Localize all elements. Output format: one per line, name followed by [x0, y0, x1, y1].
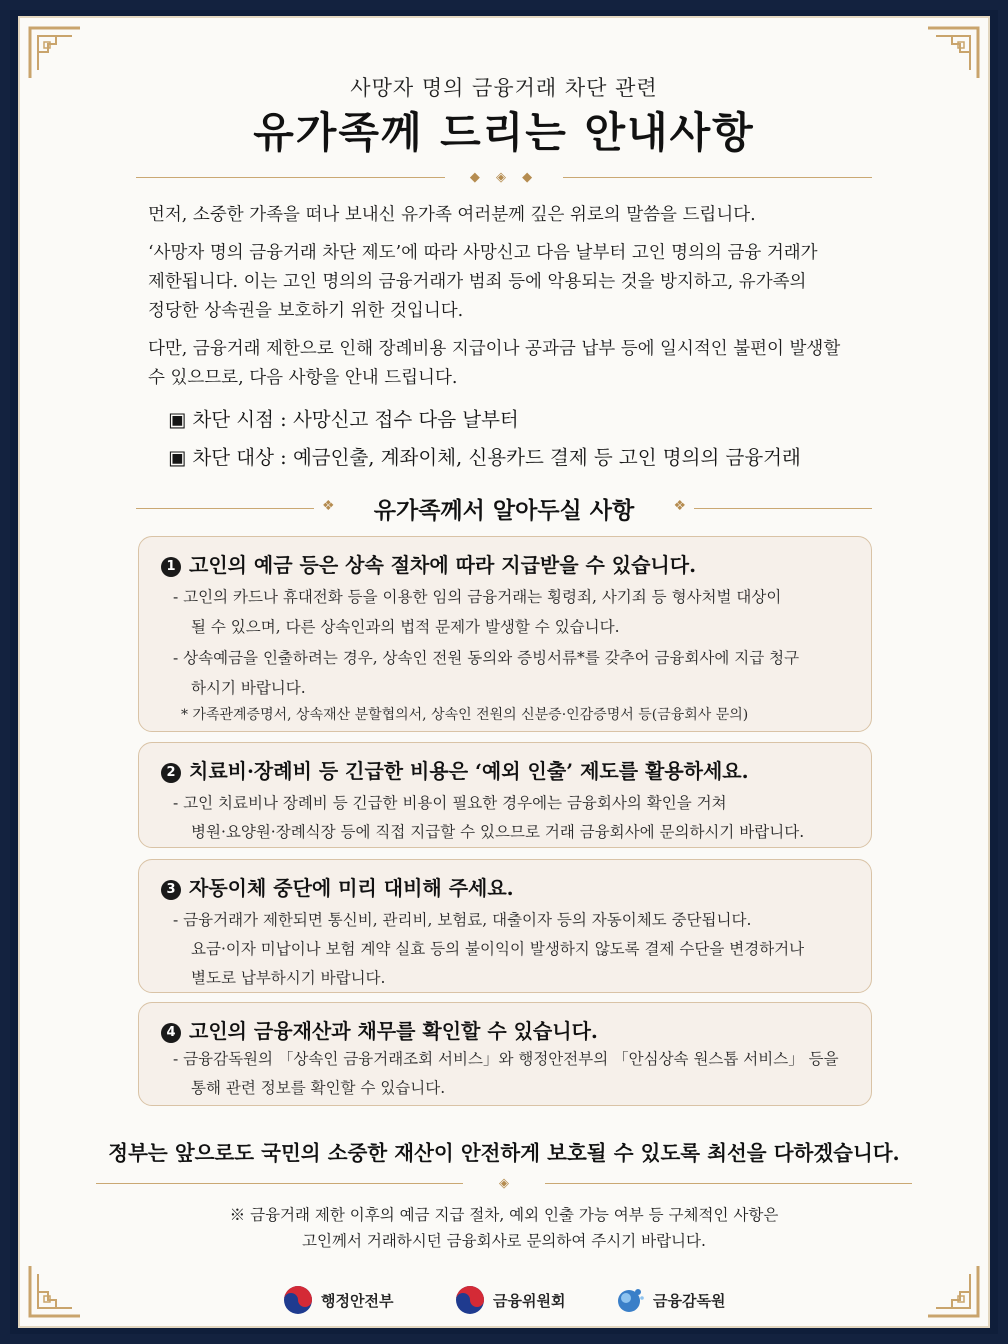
bullet-text: 차단 시점 : 사망신고 접수 다음 날부터: [192, 408, 519, 431]
logo-label: 금융위원회: [493, 1291, 566, 1310]
card-footnote: * 가족관계증명서, 상속재산 분할협의서, 상속인 전원의 신분증·인감증명서 등(금융회사 문의): [181, 707, 749, 723]
logo-mois: [282, 1284, 393, 1316]
number-badge: 1: [161, 557, 181, 577]
card-heading-text: 고인의 예금 등은 상속 절차에 따라 지급받을 수 있습니다.: [189, 553, 697, 577]
logo-label: 금융감독원: [653, 1291, 726, 1310]
card-line: - 금융거래가 제한되면 통신비, 관리비, 보험료, 대출이자 등의 자동이체도 중단됩니다.: [173, 911, 752, 929]
footer-divider: [96, 1176, 912, 1192]
number-badge: 3: [161, 880, 181, 900]
divider-line: [545, 1183, 912, 1184]
diamond-ornament-icon: ❖: [322, 498, 335, 514]
notice-subtitle: 사망자 명의 금융거래 차단 관련: [350, 76, 658, 100]
info-card-3: [138, 859, 872, 993]
divider-line: [96, 1183, 463, 1184]
intro-paragraph-3-line-2: 수 있으므로, 다음 사항을 안내 드립니다.: [148, 368, 458, 388]
footnote-line-2: 고인께서 거래하시던 금융회사로 문의하여 주시기 바랍니다.: [302, 1232, 706, 1250]
card-line: - 상속예금을 인출하려는 경우, 상속인 전원 동의와 증빙서류*를 갖추어 금융회사에 지급 청구: [173, 649, 800, 667]
square-bullet-icon: ▣: [168, 408, 187, 431]
square-bullet-icon: ▣: [168, 446, 187, 469]
info-card-1: [138, 536, 872, 732]
card-heading: [161, 755, 749, 784]
bullet-block-time: [168, 404, 519, 432]
title-divider: [136, 170, 872, 186]
bullet-text: 차단 대상 : 예금인출, 계좌이체, 신용카드 결제 등 고인 명의의 금융거래: [192, 446, 801, 469]
card-line: - 고인 치료비나 장례비 등 긴급한 비용이 필요한 경우에는 금융회사의 확인을 거쳐: [173, 794, 727, 812]
divider-line: [694, 508, 872, 509]
intro-paragraph-3-line-1: 다만, 금융거래 제한으로 인해 장례비용 지급이나 공과금 납부 등에 일시적인 불편이 발생할: [148, 339, 841, 359]
number-badge: 4: [161, 1023, 181, 1043]
logo-label: 행정안전부: [321, 1291, 394, 1310]
logo-fsc: [454, 1284, 565, 1316]
divider-line: [563, 177, 872, 178]
card-heading: [161, 872, 514, 901]
divider-line: [136, 177, 445, 178]
footnote: [0, 1202, 1008, 1254]
card-heading: [161, 1015, 598, 1044]
info-card-4: [138, 1002, 872, 1106]
footnote-line-1: ※ 금융거래 제한 이후의 예금 지급 절차, 예외 인출 가능 여부 등 구체적인 사항은: [229, 1206, 779, 1224]
ornament-icon: ◆ ◈ ◆: [469, 170, 539, 185]
card-line: 병원·요양원·장례식장 등에 직접 지급할 수 있으므로 거래 금융회사에 문의하시기 바랍니다.: [191, 823, 805, 841]
taegeuk-icon: [454, 1284, 486, 1316]
section-title: 유가족께서 알아두실 사항: [373, 497, 635, 524]
card-line: 별도로 납부하시기 바랍니다.: [191, 969, 386, 987]
number-badge: 2: [161, 763, 181, 783]
intro-paragraph-2-line-2: 제한됩니다. 이는 고인 명의의 금융거래가 범죄 등에 악용되는 것을 방지하고, 유가족의: [148, 272, 807, 292]
info-card-2: [138, 742, 872, 848]
agency-logos: [0, 1284, 1008, 1320]
card-line: - 금융감독원의 「상속인 금융거래조회 서비스」와 행정안전부의 「안심상속 원스톱 서비스」 등을: [173, 1050, 839, 1068]
closing-statement: 정부는 앞으로도 국민의 소중한 재산이 안전하게 보호될 수 있도록 최선을 다하겠습니다.: [108, 1141, 900, 1165]
card-line: 요금·이자 미납이나 보험 계약 실효 등의 불이익이 발생하지 않도록 결제 수단을 변경하거나: [191, 940, 805, 958]
card-heading-text: 자동이체 중단에 미리 대비해 주세요.: [189, 876, 514, 900]
card-line: 하시기 바랍니다.: [191, 679, 306, 697]
card-line: - 고인의 카드나 휴대전화 등을 이용한 임의 금융거래는 횡령죄, 사기죄 등 형사처벌 대상이: [173, 588, 782, 606]
diamond-ornament-icon: ❖: [673, 498, 686, 514]
section-header: [136, 492, 872, 522]
ornament-icon: ◈: [499, 1176, 509, 1191]
taegeuk-icon: [282, 1284, 314, 1316]
card-heading: [161, 549, 696, 578]
fss-globe-icon: [614, 1284, 646, 1316]
card-line: 통해 관련 정보를 확인할 수 있습니다.: [191, 1079, 446, 1097]
card-line: 될 수 있으며, 다른 상속인과의 법적 문제가 발생할 수 있습니다.: [191, 618, 620, 636]
intro-paragraph-1: 먼저, 소중한 가족을 떠나 보내신 유가족 여러분께 깊은 위로의 말씀을 드립니다.: [148, 205, 756, 225]
card-heading-text: 고인의 금융재산과 채무를 확인할 수 있습니다.: [189, 1019, 598, 1043]
logo-fss: [614, 1284, 725, 1316]
intro-paragraph-2-line-1: ‘사망자 명의 금융거래 차단 제도’에 따라 사망신고 다음 날부터 고인 명의의 금융 거래가: [148, 243, 818, 263]
bullet-block-target: [168, 442, 801, 470]
notice-title: 유가족께 드리는 안내사항: [253, 108, 755, 157]
intro-paragraph-2-line-3: 정당한 상속권을 보호하기 위한 것입니다.: [148, 301, 464, 321]
card-heading-text: 치료비·장례비 등 긴급한 비용은 ‘예외 인출’ 제도를 활용하세요.: [189, 759, 749, 783]
